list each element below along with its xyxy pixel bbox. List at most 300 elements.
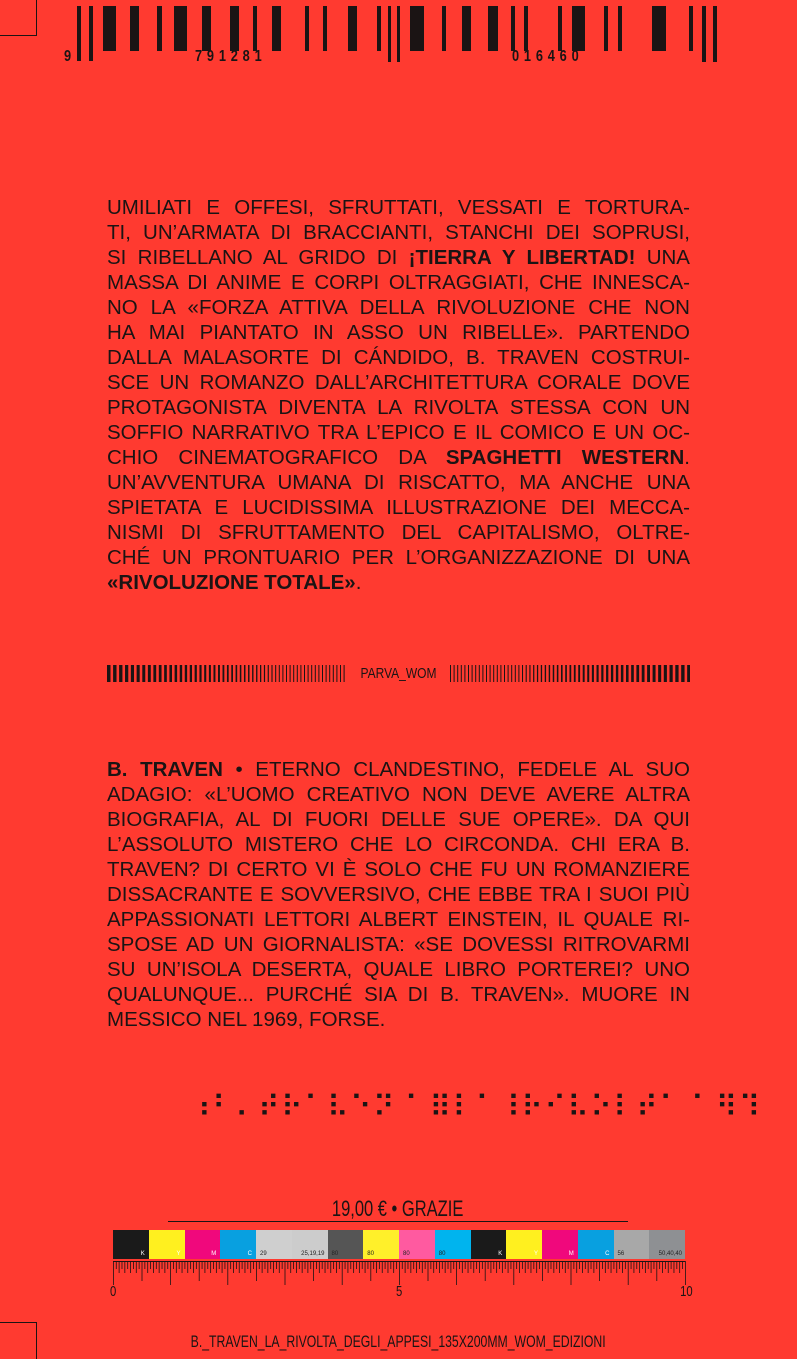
ruler-tick — [410, 1261, 411, 1273]
divider-bar — [490, 665, 491, 682]
divider-bar — [248, 665, 249, 682]
ruler-tick — [316, 1261, 317, 1269]
color-patch-label: Y — [533, 1251, 538, 1257]
divider-bar — [611, 665, 613, 682]
color-patch-label: 80 — [403, 1251, 410, 1257]
ruler-tick — [302, 1261, 303, 1273]
ruler-tick — [153, 1261, 154, 1273]
ruler-tick — [379, 1261, 380, 1269]
color-patch — [113, 1230, 149, 1259]
divider-bar — [190, 665, 192, 682]
text-segment: SU UN’ISOLA DESERTA, QUALE LIBRO PORTEREI? UNO — [107, 958, 690, 981]
ruler-tick — [239, 1261, 240, 1273]
divider-bar — [553, 665, 554, 682]
color-patch — [649, 1230, 685, 1259]
divider-bar — [264, 665, 265, 682]
divider-bar — [511, 665, 512, 682]
ruler-tick — [290, 1261, 291, 1273]
divider-bar — [185, 665, 187, 682]
ruler-tick — [205, 1261, 206, 1273]
divider-bar — [125, 665, 128, 682]
text-segment: APPASSIONATI LETTORI ALBERT EINSTEIN, IL QUALE RI- — [107, 908, 690, 931]
ruler-tick — [368, 1261, 369, 1269]
ruler-tick — [124, 1261, 125, 1273]
divider-bar — [631, 665, 634, 682]
divider-bar — [486, 665, 487, 682]
ruler-tick — [511, 1261, 512, 1269]
divider-bar — [282, 665, 283, 682]
ruler-tick — [325, 1261, 326, 1273]
ruler-tick — [476, 1261, 477, 1269]
barcode-bar — [230, 6, 239, 51]
divider-bar — [322, 665, 323, 682]
divider-bar — [464, 665, 465, 682]
ruler-tick — [616, 1261, 617, 1273]
text-segment: BIOGRAFIA, AL DI FUORI DELLE SUE OPERE». DA QUI — [107, 808, 690, 831]
color-patch — [471, 1230, 507, 1259]
divider-bar — [561, 665, 563, 682]
ruler-tick — [156, 1261, 157, 1269]
text-segment: MESSICO NEL 1969, FORSE. — [107, 1008, 386, 1031]
ruler-tick — [150, 1261, 151, 1269]
divider-bar — [209, 665, 211, 682]
ruler-tick — [256, 1261, 257, 1281]
ruler-label-10: 10 — [680, 1283, 693, 1300]
ruler-tick — [382, 1261, 383, 1273]
divider-bar — [113, 665, 116, 682]
divider-bar — [658, 665, 661, 682]
ruler-tick — [462, 1261, 463, 1273]
author-bio-text — [107, 757, 690, 1032]
text-line — [107, 245, 690, 270]
divider-bar — [315, 665, 316, 682]
ruler-tick — [365, 1261, 366, 1273]
divider-bar — [279, 665, 280, 682]
divider-bar — [642, 665, 645, 682]
ruler-tick — [185, 1261, 186, 1269]
ruler-tick — [502, 1261, 503, 1273]
ruler-tick — [388, 1261, 389, 1273]
ruler-tick — [233, 1261, 234, 1273]
text-line — [107, 395, 690, 420]
divider-bar — [300, 665, 301, 682]
divider-bar — [271, 665, 272, 682]
ruler-tick — [579, 1261, 580, 1269]
ruler-tick — [173, 1261, 174, 1269]
divider-bar — [545, 665, 546, 682]
divider-bar — [636, 665, 639, 682]
ruler-tick — [676, 1261, 677, 1269]
ruler-tick — [322, 1261, 323, 1269]
ruler-tick — [345, 1261, 346, 1269]
divider-bar — [142, 665, 145, 682]
ruler-tick — [199, 1261, 200, 1281]
divider-bar — [675, 665, 678, 682]
ruler-tick — [442, 1261, 443, 1269]
ruler-tick — [287, 1261, 288, 1269]
ruler-tick — [402, 1261, 403, 1269]
barcode-bar — [157, 6, 162, 51]
color-patch — [149, 1230, 185, 1259]
divider-bar — [340, 665, 341, 682]
ruler-tick — [679, 1261, 680, 1273]
ruler-tick — [611, 1261, 612, 1273]
divider-bar — [597, 665, 599, 682]
text-line — [107, 1007, 690, 1032]
divider-bar — [213, 665, 215, 682]
divider-bar — [218, 665, 220, 682]
barcode-bar — [524, 6, 528, 51]
ruler-tick — [513, 1261, 514, 1285]
text-segment: HA MAI PIANTATO IN ASSO UN RIBELLE». PARTENDO — [107, 321, 690, 344]
divider-bar — [290, 665, 291, 682]
ruler-tick — [139, 1261, 140, 1269]
ruler-tick — [439, 1261, 440, 1273]
divider-bar — [293, 665, 294, 682]
ruler-tick — [425, 1261, 426, 1269]
ruler-tick — [614, 1261, 615, 1269]
barcode-bar — [272, 6, 281, 51]
text-segment: L’ASSOLUTO MISTERO CHE LO CIRCONDA. CHI ERA B. — [107, 833, 690, 856]
ruler-tick — [207, 1261, 208, 1269]
barcode-bar — [604, 6, 608, 51]
ruler-tick — [336, 1261, 337, 1273]
color-patch — [363, 1230, 399, 1259]
divider-bar — [508, 665, 509, 682]
divider-bar — [450, 665, 451, 682]
isbn-barcode — [0, 0, 797, 70]
synopsis-text — [107, 195, 690, 595]
divider-bar — [592, 665, 594, 682]
ruler-tick — [533, 1261, 534, 1269]
ruler-tick — [259, 1261, 260, 1269]
color-patch — [292, 1230, 328, 1259]
ruler-tick — [179, 1261, 180, 1269]
color-patch-label: K — [140, 1251, 145, 1257]
ruler-tick — [405, 1261, 406, 1273]
divider-bar — [653, 665, 656, 682]
barcode-bar — [323, 6, 327, 51]
ruler-tick — [385, 1261, 386, 1269]
ruler-tick — [356, 1261, 357, 1269]
ruler-tick — [147, 1261, 148, 1273]
color-patch-label: 25,19,19 — [301, 1251, 325, 1257]
text-segment: SPOSE AD UN GIORNALISTA: «SE DOVESSI RITROVARMI — [107, 933, 690, 956]
ruler-tick — [310, 1261, 311, 1269]
ruler-tick — [162, 1261, 163, 1269]
divider-bar — [557, 665, 559, 682]
barcode-bar — [174, 6, 187, 51]
ruler-tick — [270, 1261, 271, 1269]
barcode-bar — [558, 6, 562, 51]
color-patch — [328, 1230, 364, 1259]
ruler-tick — [144, 1261, 145, 1269]
ruler-tick — [265, 1261, 266, 1269]
ruler-tick — [213, 1261, 214, 1269]
barcode-bar — [130, 6, 139, 51]
ruler-tick — [119, 1261, 120, 1273]
divider-bar — [578, 665, 580, 682]
ruler-tick — [416, 1261, 417, 1273]
divider-bar — [318, 665, 319, 682]
barcode-bar — [652, 6, 666, 51]
divider-bar — [329, 665, 330, 682]
ruler-tick — [370, 1261, 371, 1281]
ruler-tick — [193, 1261, 194, 1273]
ruler-tick — [299, 1261, 300, 1269]
ruler-tick — [493, 1261, 494, 1269]
ruler-tick — [542, 1261, 543, 1281]
ruler-tick — [473, 1261, 474, 1273]
divider-bar — [164, 665, 167, 682]
divider-bar — [199, 665, 201, 682]
color-patch-label: 80 — [367, 1251, 374, 1257]
ruler-tick — [113, 1261, 114, 1285]
ruler-tick — [453, 1261, 454, 1269]
ruler-tick — [293, 1261, 294, 1269]
ruler-tick — [436, 1261, 437, 1269]
ruler-tick — [182, 1261, 183, 1273]
color-patch-label: 50,40,40 — [658, 1251, 682, 1257]
ruler-tick — [571, 1261, 572, 1285]
ruler-tick — [539, 1261, 540, 1269]
ruler-tick — [250, 1261, 251, 1273]
text-line — [107, 807, 690, 832]
color-calibration-bar — [113, 1230, 685, 1259]
ruler-tick — [522, 1261, 523, 1269]
ruler-tick — [236, 1261, 237, 1269]
text-line — [107, 270, 690, 295]
ruler-tick — [505, 1261, 506, 1269]
text-segment: QUALUNQUE... PURCHÉ SIA DI B. TRAVEN». MUORE IN — [107, 983, 690, 1006]
color-patch — [399, 1230, 435, 1259]
color-patch-label: M — [211, 1251, 217, 1257]
ruler-tick — [422, 1261, 423, 1273]
text-segment: SI RIBELLANO AL GRIDO DI — [107, 246, 409, 269]
ruler-tick — [276, 1261, 277, 1269]
divider-bar — [482, 665, 483, 682]
ruler-tick — [585, 1261, 586, 1269]
ruler-label-5: 5 — [396, 1283, 403, 1300]
ruler-tick — [671, 1261, 672, 1269]
ruler-tick — [227, 1261, 228, 1285]
braille-text: ⠰⠃⠄⠞⠗⠁⠧⠑⠝⠈ ⠿⠇⠁⠸⠗⠊⠧⠕⠇⠞⠁⠈ ⠻⠹ — [189, 1090, 762, 1125]
divider-bar — [468, 665, 469, 682]
ruler-tick — [519, 1261, 520, 1273]
divider-bar — [616, 665, 618, 682]
barcode-digit-lead: 9 — [64, 48, 76, 65]
ruler-tick — [393, 1261, 394, 1273]
crop-mark — [0, 1322, 36, 1323]
ruler-tick — [531, 1261, 532, 1273]
color-patch — [542, 1230, 578, 1259]
barcode-bar — [511, 6, 515, 51]
barcode-bar — [713, 6, 717, 62]
text-line — [107, 932, 690, 957]
ruler-tick — [202, 1261, 203, 1269]
divider-bar — [647, 665, 650, 682]
ruler-tick — [605, 1261, 606, 1273]
ruler-tick — [496, 1261, 497, 1273]
ruler-tick — [133, 1261, 134, 1269]
ruler-tick — [593, 1261, 594, 1273]
ruler-tick — [433, 1261, 434, 1273]
ruler-tick — [636, 1261, 637, 1269]
text-segment: CHIO CINEMATOGRAFICO DA — [107, 446, 446, 469]
ruler-tick — [656, 1261, 657, 1281]
barcode-bar — [572, 6, 585, 51]
divider-bar — [541, 665, 542, 682]
ruler-tick — [216, 1261, 217, 1273]
divider-bar — [195, 665, 197, 682]
ruler-tick — [230, 1261, 231, 1269]
ruler-tick — [350, 1261, 351, 1269]
price — [168, 1196, 628, 1222]
ruler-tick — [536, 1261, 537, 1273]
divider-bar — [231, 665, 233, 682]
ruler-tick — [328, 1261, 329, 1269]
text-line — [107, 420, 690, 445]
text-line — [107, 445, 690, 470]
text-segment: DISSACRANTE E SOVVERSIVO, CHE EBBE TRA I SUOI PIÙ — [107, 883, 690, 906]
bold-phrase: ¡TIERRA Y LIBERTAD! — [408, 246, 636, 269]
ruler-tick — [282, 1261, 283, 1269]
ruler-tick — [267, 1261, 268, 1273]
ruler-tick — [548, 1261, 549, 1273]
text-line — [107, 220, 690, 245]
ruler-tick — [450, 1261, 451, 1273]
ruler-tick — [465, 1261, 466, 1269]
ruler-tick — [305, 1261, 306, 1269]
divider-bar — [227, 665, 229, 682]
divider-bar — [153, 665, 156, 682]
ruler-tick — [482, 1261, 483, 1269]
divider-bar — [244, 665, 246, 682]
ruler-tick — [479, 1261, 480, 1273]
divider-bar — [286, 665, 287, 682]
divider-bar — [461, 665, 462, 682]
text-line — [107, 570, 690, 595]
ruler-tick — [445, 1261, 446, 1273]
divider-bar — [344, 665, 345, 682]
ruler-tick — [408, 1261, 409, 1269]
barcode-bar — [702, 6, 706, 62]
ruler-tick — [273, 1261, 274, 1273]
divider-bar — [526, 665, 527, 682]
text-segment: . — [355, 571, 362, 594]
ruler-tick — [262, 1261, 263, 1273]
ruler-tick — [568, 1261, 569, 1269]
file-name-label: B._TRAVEN_LA_RIVOLTA_DEGLI_APPESI_135X200MM_WOM_EDIZIONI — [191, 1332, 606, 1351]
ruler-tick — [553, 1261, 554, 1273]
ruler-tick — [122, 1261, 123, 1269]
divider-bar — [472, 665, 473, 682]
divider-label: PARVA_WOM — [360, 665, 437, 682]
ruler-tick — [164, 1261, 165, 1273]
barcode-bar — [348, 6, 357, 51]
ruler-tick — [130, 1261, 131, 1273]
divider-bar — [336, 665, 337, 682]
divider-bar — [565, 665, 567, 682]
ruler-tick — [468, 1261, 469, 1273]
ruler-tick — [116, 1261, 117, 1269]
divider-bar — [169, 665, 172, 682]
ruler-tick — [654, 1261, 655, 1269]
divider-bar — [119, 665, 122, 682]
divider-bar — [159, 665, 162, 682]
divider-bar — [549, 665, 550, 682]
barcode-bar — [410, 6, 424, 51]
text-segment: NISMI DI SFRUTTAMENTO DEL CAPITALISMO, OLTRE- — [107, 521, 690, 544]
bold-phrase: B. TRAVEN — [107, 758, 223, 781]
divider-bar — [475, 665, 476, 682]
text-segment: PROTAGONISTA DIVENTA LA RIVOLTA STESSA CON UN — [107, 396, 690, 419]
barcode-bar — [397, 6, 400, 62]
text-segment: UNA — [635, 246, 690, 269]
ruler-tick — [167, 1261, 168, 1269]
barcode-bar — [618, 6, 622, 51]
ruler-tick — [634, 1261, 635, 1273]
ruler-tick — [459, 1261, 460, 1269]
barcode-bar — [442, 6, 446, 51]
text-segment: MASSA DI ANIME E CORPI OLTRAGGIATI, CHE INNESCA- — [107, 271, 690, 294]
ruler-tick — [396, 1261, 397, 1269]
text-segment: SPIETATA E LUCIDISSIMA ILLUSTRAZIONE DEI MECCA- — [107, 496, 690, 519]
ruler-tick — [562, 1261, 563, 1269]
divider-bar — [240, 665, 242, 682]
ruler-tick — [362, 1261, 363, 1269]
ruler-tick — [247, 1261, 248, 1269]
ruler-tick — [674, 1261, 675, 1273]
ruler-tick — [668, 1261, 669, 1273]
ruler-tick — [488, 1261, 489, 1269]
ruler-tick — [176, 1261, 177, 1273]
divider-bar — [256, 665, 257, 682]
text-line — [107, 982, 690, 1007]
color-patch-label: C — [247, 1251, 252, 1257]
ruler-tick — [313, 1261, 314, 1281]
text-line — [107, 320, 690, 345]
ruler-tick — [565, 1261, 566, 1273]
ruler-tick — [508, 1261, 509, 1273]
ruler-tick — [645, 1261, 646, 1273]
divider-bar — [479, 665, 480, 682]
text-segment: CHÉ UN PRONTUARIO PER L’ORGANIZZAZIONE DI UNA — [107, 546, 690, 569]
divider-bar — [252, 665, 253, 682]
divider-bar — [223, 665, 225, 682]
ruler-tick — [448, 1261, 449, 1269]
ruler-tick — [576, 1261, 577, 1273]
divider-bar — [107, 665, 111, 682]
color-patch-label: Y — [176, 1251, 181, 1257]
ruler-tick — [582, 1261, 583, 1273]
ruler-tick — [339, 1261, 340, 1269]
ruler-tick — [428, 1261, 429, 1281]
ruler-tick — [170, 1261, 171, 1285]
ruler-tick — [471, 1261, 472, 1269]
divider-bar — [504, 665, 505, 682]
ruler-tick — [651, 1261, 652, 1273]
color-patch — [435, 1230, 471, 1259]
ruler-tick — [219, 1261, 220, 1269]
barcode-bar — [689, 6, 693, 51]
ruler-tick — [430, 1261, 431, 1269]
ruler-tick — [413, 1261, 414, 1269]
ruler-tick — [545, 1261, 546, 1269]
ruler-tick — [665, 1261, 666, 1269]
ruler-tick — [419, 1261, 420, 1269]
color-patch-label: 80 — [331, 1251, 339, 1257]
